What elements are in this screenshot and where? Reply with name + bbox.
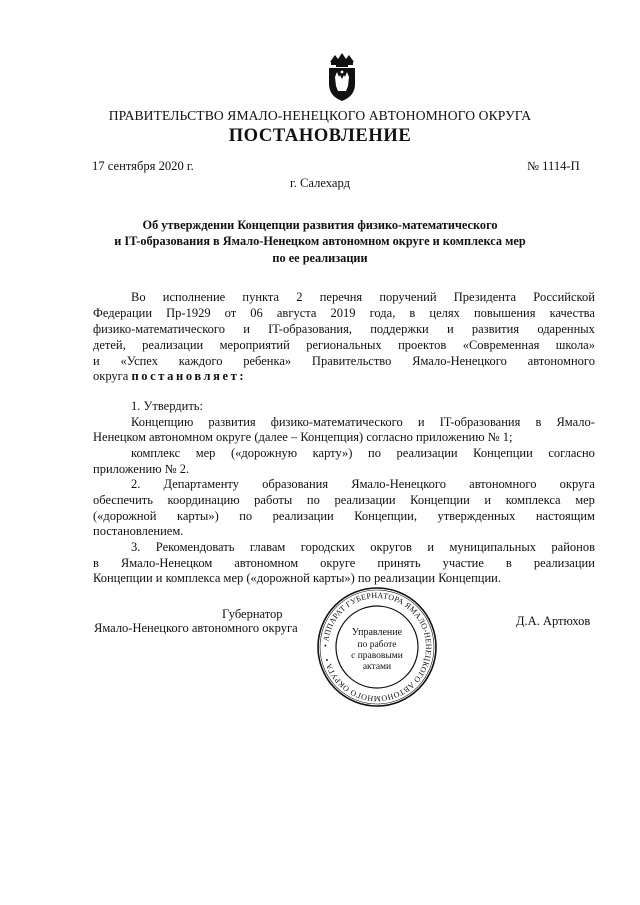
word: комплекса: [505, 493, 561, 507]
word: детей,: [93, 338, 126, 352]
item-1-sub-1-line: Ненецком автономном округе (далее – Концепция) согласно приложению № 1;: [93, 430, 513, 444]
signer-name: Д.А. Артюхов: [516, 614, 591, 628]
word: Федерации: [93, 306, 153, 320]
item-1-sub-2-line: [131, 446, 595, 461]
item-3-line: [93, 556, 595, 571]
word: развития: [471, 322, 520, 336]
word: участие: [442, 556, 484, 570]
word: карту»): [312, 446, 353, 460]
word: 06: [250, 306, 263, 320]
word: и: [484, 493, 492, 507]
item-2-line: [131, 477, 595, 492]
word: исполнение: [162, 290, 226, 304]
preamble-line: [93, 354, 595, 369]
preamble-line: [93, 322, 595, 337]
stamp-center-line: по работе: [357, 640, 397, 650]
word: пункта: [242, 290, 280, 304]
word: «Успех: [120, 354, 158, 368]
word: физико-математического: [270, 415, 403, 429]
word: проектов: [398, 338, 447, 352]
word: физико-математического: [93, 322, 225, 336]
preamble-line: [93, 338, 595, 353]
word: Правительство: [311, 354, 392, 368]
word: в: [535, 415, 542, 429]
word: и: [93, 354, 100, 368]
word: обеспечить: [93, 493, 153, 507]
preamble-last-line: [93, 369, 246, 384]
word: комплекс: [131, 446, 181, 460]
word: школа»: [555, 338, 595, 352]
item-3-line: Концепции и комплекса мер («дорожной карты») по реализации Концепции.: [93, 571, 501, 585]
word: Ямало-Ненецкого: [412, 354, 507, 368]
word: мер: [575, 493, 595, 507]
word: «Современная: [462, 338, 540, 352]
word: поручений: [379, 290, 437, 304]
government-name: ПРАВИТЕЛЬСТВО ЯМАЛО-НЕНЕЦКОГО АВТОНОМНОГО ОКРУГА: [108, 108, 532, 123]
word: каждого: [178, 354, 223, 368]
word: согласно: [548, 446, 595, 460]
word: года,: [369, 306, 396, 320]
word: Российской: [533, 290, 595, 304]
word: реализации: [533, 556, 595, 570]
word: Концепции: [473, 446, 533, 460]
preamble-line: [93, 306, 595, 321]
word: реализации: [334, 493, 396, 507]
preamble-prefix: округа: [93, 369, 132, 383]
word: автономного: [527, 354, 595, 368]
title-line: и IT-образования в Ямало-Ненецком автономном округе и комплекса мер: [114, 234, 526, 249]
word: развития: [208, 415, 256, 429]
word: мер: [195, 446, 216, 460]
word: («дорожную: [230, 446, 298, 460]
word: целях: [429, 306, 460, 320]
word: образования: [262, 477, 329, 491]
document-type: ПОСТАНОВЛЕНИЕ: [228, 126, 412, 146]
word: округе: [320, 556, 356, 570]
coat-of-arms-icon: [324, 50, 360, 104]
word: округа: [559, 477, 595, 491]
document-place: г. Салехард: [289, 176, 351, 190]
word: IT-образования,: [268, 322, 352, 336]
word: Пр-1929: [166, 306, 211, 320]
word: («дорожной: [93, 509, 157, 523]
word: 2.: [131, 477, 141, 491]
word: августа: [276, 306, 317, 320]
word: главам: [249, 540, 286, 554]
word: утвержденных: [437, 509, 516, 523]
word: автономном: [234, 556, 299, 570]
word: региональных: [306, 338, 382, 352]
word: Ямало-: [556, 415, 595, 429]
word: Концепцию: [131, 415, 194, 429]
word: 3.: [131, 540, 141, 554]
document-date: 17 сентября 2020 г.: [92, 159, 194, 173]
word: и: [417, 415, 425, 429]
word: по: [239, 509, 253, 523]
item-1-sub-2-line: приложению № 2.: [93, 462, 190, 476]
word: в: [409, 306, 416, 320]
preamble-line: [131, 290, 595, 305]
word: и: [427, 540, 435, 554]
word: и: [446, 322, 454, 336]
word: принять: [377, 556, 421, 570]
word: Во: [131, 290, 146, 304]
word: координацию: [167, 493, 240, 507]
item-2-line: постановлением.: [93, 524, 184, 538]
word: повышения: [473, 306, 536, 320]
word: 2: [296, 290, 303, 304]
stamp-center-line: актами: [362, 662, 392, 672]
word: работы: [254, 493, 293, 507]
word: поддержки: [370, 322, 429, 336]
word: Рекомендовать: [155, 540, 235, 554]
item-2-line: [93, 509, 595, 524]
item-1-heading: 1. Утвердить:: [131, 399, 203, 413]
item-1-sub-1-line: [131, 415, 595, 430]
stamp-center-line: Управление: [351, 627, 403, 638]
word: городских: [300, 540, 355, 554]
word: по: [368, 446, 381, 460]
word: в: [93, 556, 99, 570]
word: в: [505, 556, 512, 570]
word: 2019: [330, 306, 356, 320]
word: по: [306, 493, 320, 507]
document-title: [0, 217, 640, 266]
word: и: [243, 322, 250, 336]
word: автономного: [469, 477, 537, 491]
word: качества: [549, 306, 595, 320]
word: Ямало-Ненецкого: [351, 477, 446, 491]
word: муниципальных: [449, 540, 536, 554]
word: реализации: [272, 509, 334, 523]
word: от: [224, 306, 237, 320]
word: одаренных: [537, 322, 595, 336]
word: настоящим: [535, 509, 595, 523]
word: Ямало-Ненецком: [120, 556, 213, 570]
word: Президента: [453, 290, 517, 304]
item-3-line: [131, 540, 595, 555]
title-line: по ее реализации: [272, 250, 368, 265]
word: округов: [370, 540, 412, 554]
word: карты»): [176, 509, 219, 523]
stamp-center-line: с правовыми: [351, 651, 403, 661]
signer-organization: Ямало-Ненецкого автономного округа: [94, 621, 298, 635]
word: реализации: [396, 446, 458, 460]
item-2-line: [93, 493, 595, 508]
word: перечня: [319, 290, 363, 304]
document-number: № 1114-П: [527, 159, 580, 173]
word: реализации: [142, 338, 204, 352]
word: Концепции,: [354, 509, 417, 523]
stamp-ring-text: • АППАРАТ ГУБЕРНАТОРА ЯМАЛО-НЕНЕЦКОГО АВТОНОМНОГО ОКРУГА •: [320, 590, 434, 704]
decree-word: постановляет:: [131, 369, 247, 383]
word: Департаменту: [163, 477, 239, 491]
word: Концепции: [410, 493, 470, 507]
word: мероприятий: [219, 338, 290, 352]
signer-role: Губернатор: [222, 607, 283, 621]
title-line: Об утверждении Концепции развития физико-математического: [142, 218, 498, 232]
word: ребенка»: [243, 354, 292, 368]
round-seal-stamp-icon: [316, 586, 438, 708]
word: IT-образования: [439, 415, 521, 429]
word: районов: [551, 540, 595, 554]
